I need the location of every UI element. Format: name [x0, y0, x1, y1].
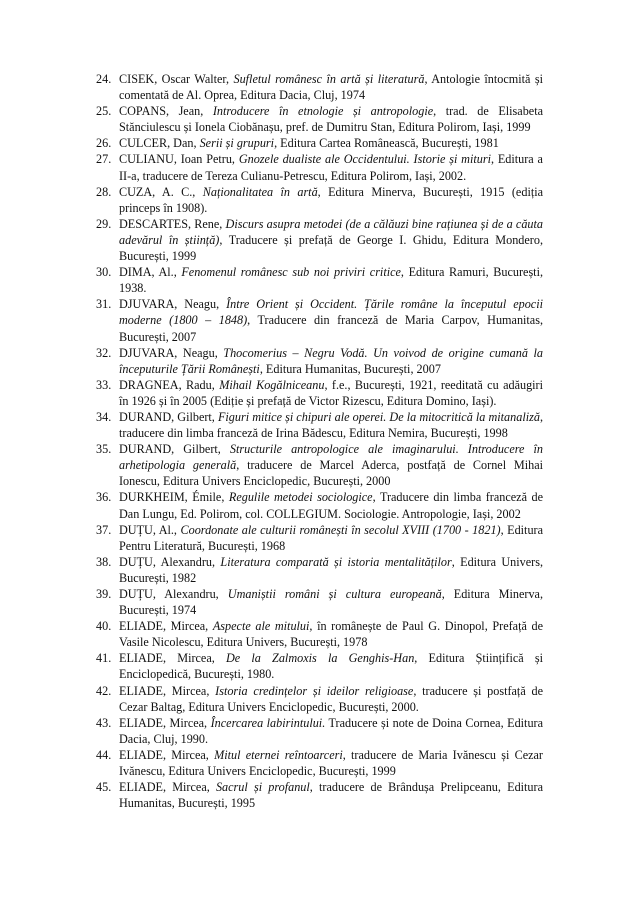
entry-title: Gnozele dualiste ale Occidentului. Istorie și mituri — [238, 152, 491, 167]
entry-number: 42. — [96, 683, 112, 698]
entry-details: în românește de Paul G. Dinopol, Prefață de Vasile Nicolescu, Editura Univers, București, 1978 — [119, 619, 543, 650]
entry-number: 41. — [96, 651, 112, 666]
entry-author: DURKHEIM, Émile, — [119, 490, 229, 505]
entry-details: , traducere de Marcel Aderca, postfață de Cornel Mihai Ionescu, Editura Univers Enciclopedic, București, 2000 — [119, 458, 543, 489]
entry-details: , Editura Humanitas, București, 2007 — [259, 361, 441, 376]
entry-title: Mitul eternei reîntoarceri — [214, 747, 343, 762]
bibliography-entry — [96, 184, 543, 216]
entry-details: Traducere și note de Doina Cornea, Editura Dacia, Cluj, 1990. — [119, 715, 543, 746]
entry-number: 44. — [96, 747, 112, 762]
entry-author: CISEK, Oscar Walter, — [119, 72, 234, 86]
entry-number: 38. — [96, 554, 112, 569]
entry-title: Coordonate ale culturii românești în secolul XVIII (1700 - 1821) — [180, 522, 501, 537]
bibliography-list — [96, 71, 543, 811]
entry-author: ELIADE, Mircea, — [119, 715, 211, 730]
entry-author: CULCER, Dan, — [119, 136, 200, 151]
bibliography-entry — [96, 71, 543, 103]
entry-number: 26. — [96, 136, 112, 151]
bibliography-entry — [96, 747, 543, 779]
entry-number: 35. — [96, 442, 112, 457]
entry-title: Thocomerius – Negru Vodă. Un voivod de origine cumană la începuturile Țării Românești — [119, 345, 543, 376]
entry-title: Structurile antropologice ale imaginarului. Introducere în arhetipologia generală — [119, 442, 543, 473]
entry-title: Figuri mitice și chipuri ale operei. De la mitocritică la mitanaliză — [217, 409, 540, 424]
entry-author: COPANS, Jean, — [119, 104, 213, 119]
entry-number: 25. — [96, 104, 112, 119]
bibliography-entry — [96, 618, 543, 650]
bibliography-entry — [96, 135, 543, 151]
bibliography-entry — [96, 715, 543, 747]
entry-title: Încercarea labirintului. — [210, 715, 326, 730]
entry-number: 29. — [96, 216, 112, 231]
entry-details: , Traducere din franceză de Maria Carpov, Humanitas, București, 2007 — [119, 313, 544, 344]
entry-title: Introducere în etnologie și antropologie — [212, 104, 434, 119]
entry-author: DIMA, Al., — [119, 265, 182, 280]
entry-title: Sacrul și profanul — [215, 780, 310, 795]
entry-title: Naționalitatea în artă — [202, 184, 318, 199]
entry-details: , Editura a II-a, traducere de Tereza Culianu-Petrescu, Editura Polirom, Iași, 2002. — [119, 152, 543, 183]
entry-number: 36. — [96, 490, 112, 505]
entry-number: 27. — [96, 152, 112, 167]
entry-title: Aspecte ale mitului, — [212, 619, 313, 634]
entry-details: , Editura Științifică și Enciclopedică, București, 1980. — [119, 651, 543, 682]
entry-author: DUȚU, Al., — [119, 522, 181, 537]
entry-details: , Antologie întocmită și comentată de Al. Oprea, Editura Dacia, Cluj, 1974 — [119, 72, 543, 103]
bibliography-entry — [96, 683, 543, 715]
entry-number: 24. — [96, 72, 112, 86]
bibliography-entry — [96, 103, 543, 135]
entry-author: DUȚU, Alexandru, — [119, 587, 228, 601]
entry-author: ELIADE, Mircea, — [119, 747, 215, 762]
entry-author: ELIADE, Mircea, — [119, 683, 216, 698]
entry-title: Discurs asupra metodei (de a călăuzi bine rațiunea și de a căuta adevărul în știință) — [119, 216, 543, 247]
entry-details: , trad. de Elisabeta Stănciulescu și Ionela Ciobănașu, pref. de Dumitru Stan, Editura Polirom, Iași, 1999 — [119, 104, 544, 135]
entry-number: 34. — [96, 409, 112, 424]
entry-author: DURAND, Gilbert, — [119, 409, 218, 424]
entry-title: Regulile metodei sociologice — [228, 490, 373, 505]
entry-details: , Editura Ramuri, București, 1938. — [119, 265, 544, 296]
bibliography-entry — [96, 296, 543, 344]
bibliography-entry — [96, 554, 543, 586]
entry-details: , f.e., București, 1921, reeditată cu adăugiri în 1926 și în 2005 (Ediție și prefață de Victor Rizescu, Editura Domino, Iași). — [119, 377, 544, 408]
entry-title: Literatura comparată și istoria mentalităților — [220, 554, 452, 569]
entry-number: 28. — [96, 184, 112, 199]
entry-details: , Editura Univers, București, 1982 — [119, 554, 543, 585]
entry-author: DRAGNEA, Radu, — [119, 377, 220, 392]
bibliography-entry — [96, 377, 543, 409]
entry-details: , Editura Pentru Literatură, București, 1968 — [119, 522, 544, 553]
entry-details: , traducere de Brândușa Prelipceanu, Editura Humanitas, București, 1995 — [119, 780, 543, 811]
entry-details: , Traducere din limba franceză de Dan Lungu, Ed. Polirom, col. COLLEGIUM. Sociologie. Antropologie, Iași, 2002 — [119, 490, 544, 521]
entry-details: , Editura Cartea Românească, București, 1981 — [274, 136, 499, 151]
entry-title: De la Zalmoxis la Genghis-Han — [225, 651, 415, 666]
entry-author: DESCARTES, Rene, — [119, 216, 226, 231]
bibliography-entry — [96, 151, 543, 183]
entry-author: ELIADE, Mircea, — [119, 651, 226, 666]
bibliography-entry — [96, 586, 543, 618]
entry-number: 40. — [96, 619, 112, 634]
entry-author: DURAND, Gilbert, — [119, 442, 230, 457]
entry-number: 37. — [96, 522, 112, 537]
entry-number: 45. — [96, 780, 112, 795]
entry-details: , Traducere și prefață de George I. Ghidu, Editura Mondero, București, 1999 — [119, 232, 544, 264]
entry-title: Serii și grupuri — [199, 136, 275, 151]
entry-title: Între Orient și Occident. Țările române la începutul epocii moderne (1800 – 1848) — [119, 297, 543, 328]
entry-title: Sufletul românesc în artă și literatură — [233, 72, 425, 86]
entry-details: , Editura Minerva, București, 1915 (ediția princeps în 1908). — [119, 184, 544, 215]
entry-details: , traducere de Maria Ivănescu și Cezar Ivănescu, Editura Univers Enciclopedic, București, 1999 — [119, 747, 543, 779]
bibliography-entry — [96, 345, 543, 377]
entry-title: Istoria credințelor și ideilor religioase — [215, 683, 414, 698]
entry-number: 43. — [96, 715, 112, 730]
bibliography-entry — [96, 441, 543, 489]
entry-details: , traducere din limba franceză de Irina Bădescu, Editura Nemira, București, 1998 — [119, 409, 543, 441]
bibliography-entry — [96, 216, 543, 264]
entry-number: 30. — [96, 265, 112, 280]
entry-author: DUȚU, Alexandru, — [119, 554, 221, 569]
entry-author: CUZA, A. C., — [119, 184, 203, 199]
entry-title: Mihail Kogălniceanu — [219, 377, 325, 392]
entry-number: 32. — [96, 345, 112, 360]
entry-author: DJUVARA, Neagu, — [119, 297, 227, 312]
entry-details: , Editura Minerva, București, 1974 — [119, 587, 543, 618]
entry-author: DJUVARA, Neagu, — [119, 345, 224, 360]
bibliography-entry — [96, 522, 543, 554]
bibliography-entry — [96, 650, 543, 682]
bibliography-entry — [96, 264, 543, 296]
entry-title: Umaniștii români și cultura europeană — [227, 587, 442, 601]
entry-details: , traducere și postfață de Cezar Baltag, Editura Univers Enciclopedic, București, 2000. — [119, 683, 543, 714]
entry-author: ELIADE, Mircea, — [119, 619, 213, 634]
bibliography-entry — [96, 489, 543, 521]
bibliography-entry — [96, 409, 543, 441]
entry-title: Fenomenul românesc sub noi priviri critice — [181, 265, 401, 280]
entry-number: 31. — [96, 297, 112, 312]
entry-author: CULIANU, Ioan Petru, — [119, 152, 239, 167]
entry-number: 39. — [96, 587, 112, 601]
bibliography-entry — [96, 779, 543, 811]
entry-number: 33. — [96, 377, 112, 392]
entry-author: ELIADE, Mircea, — [119, 780, 216, 795]
